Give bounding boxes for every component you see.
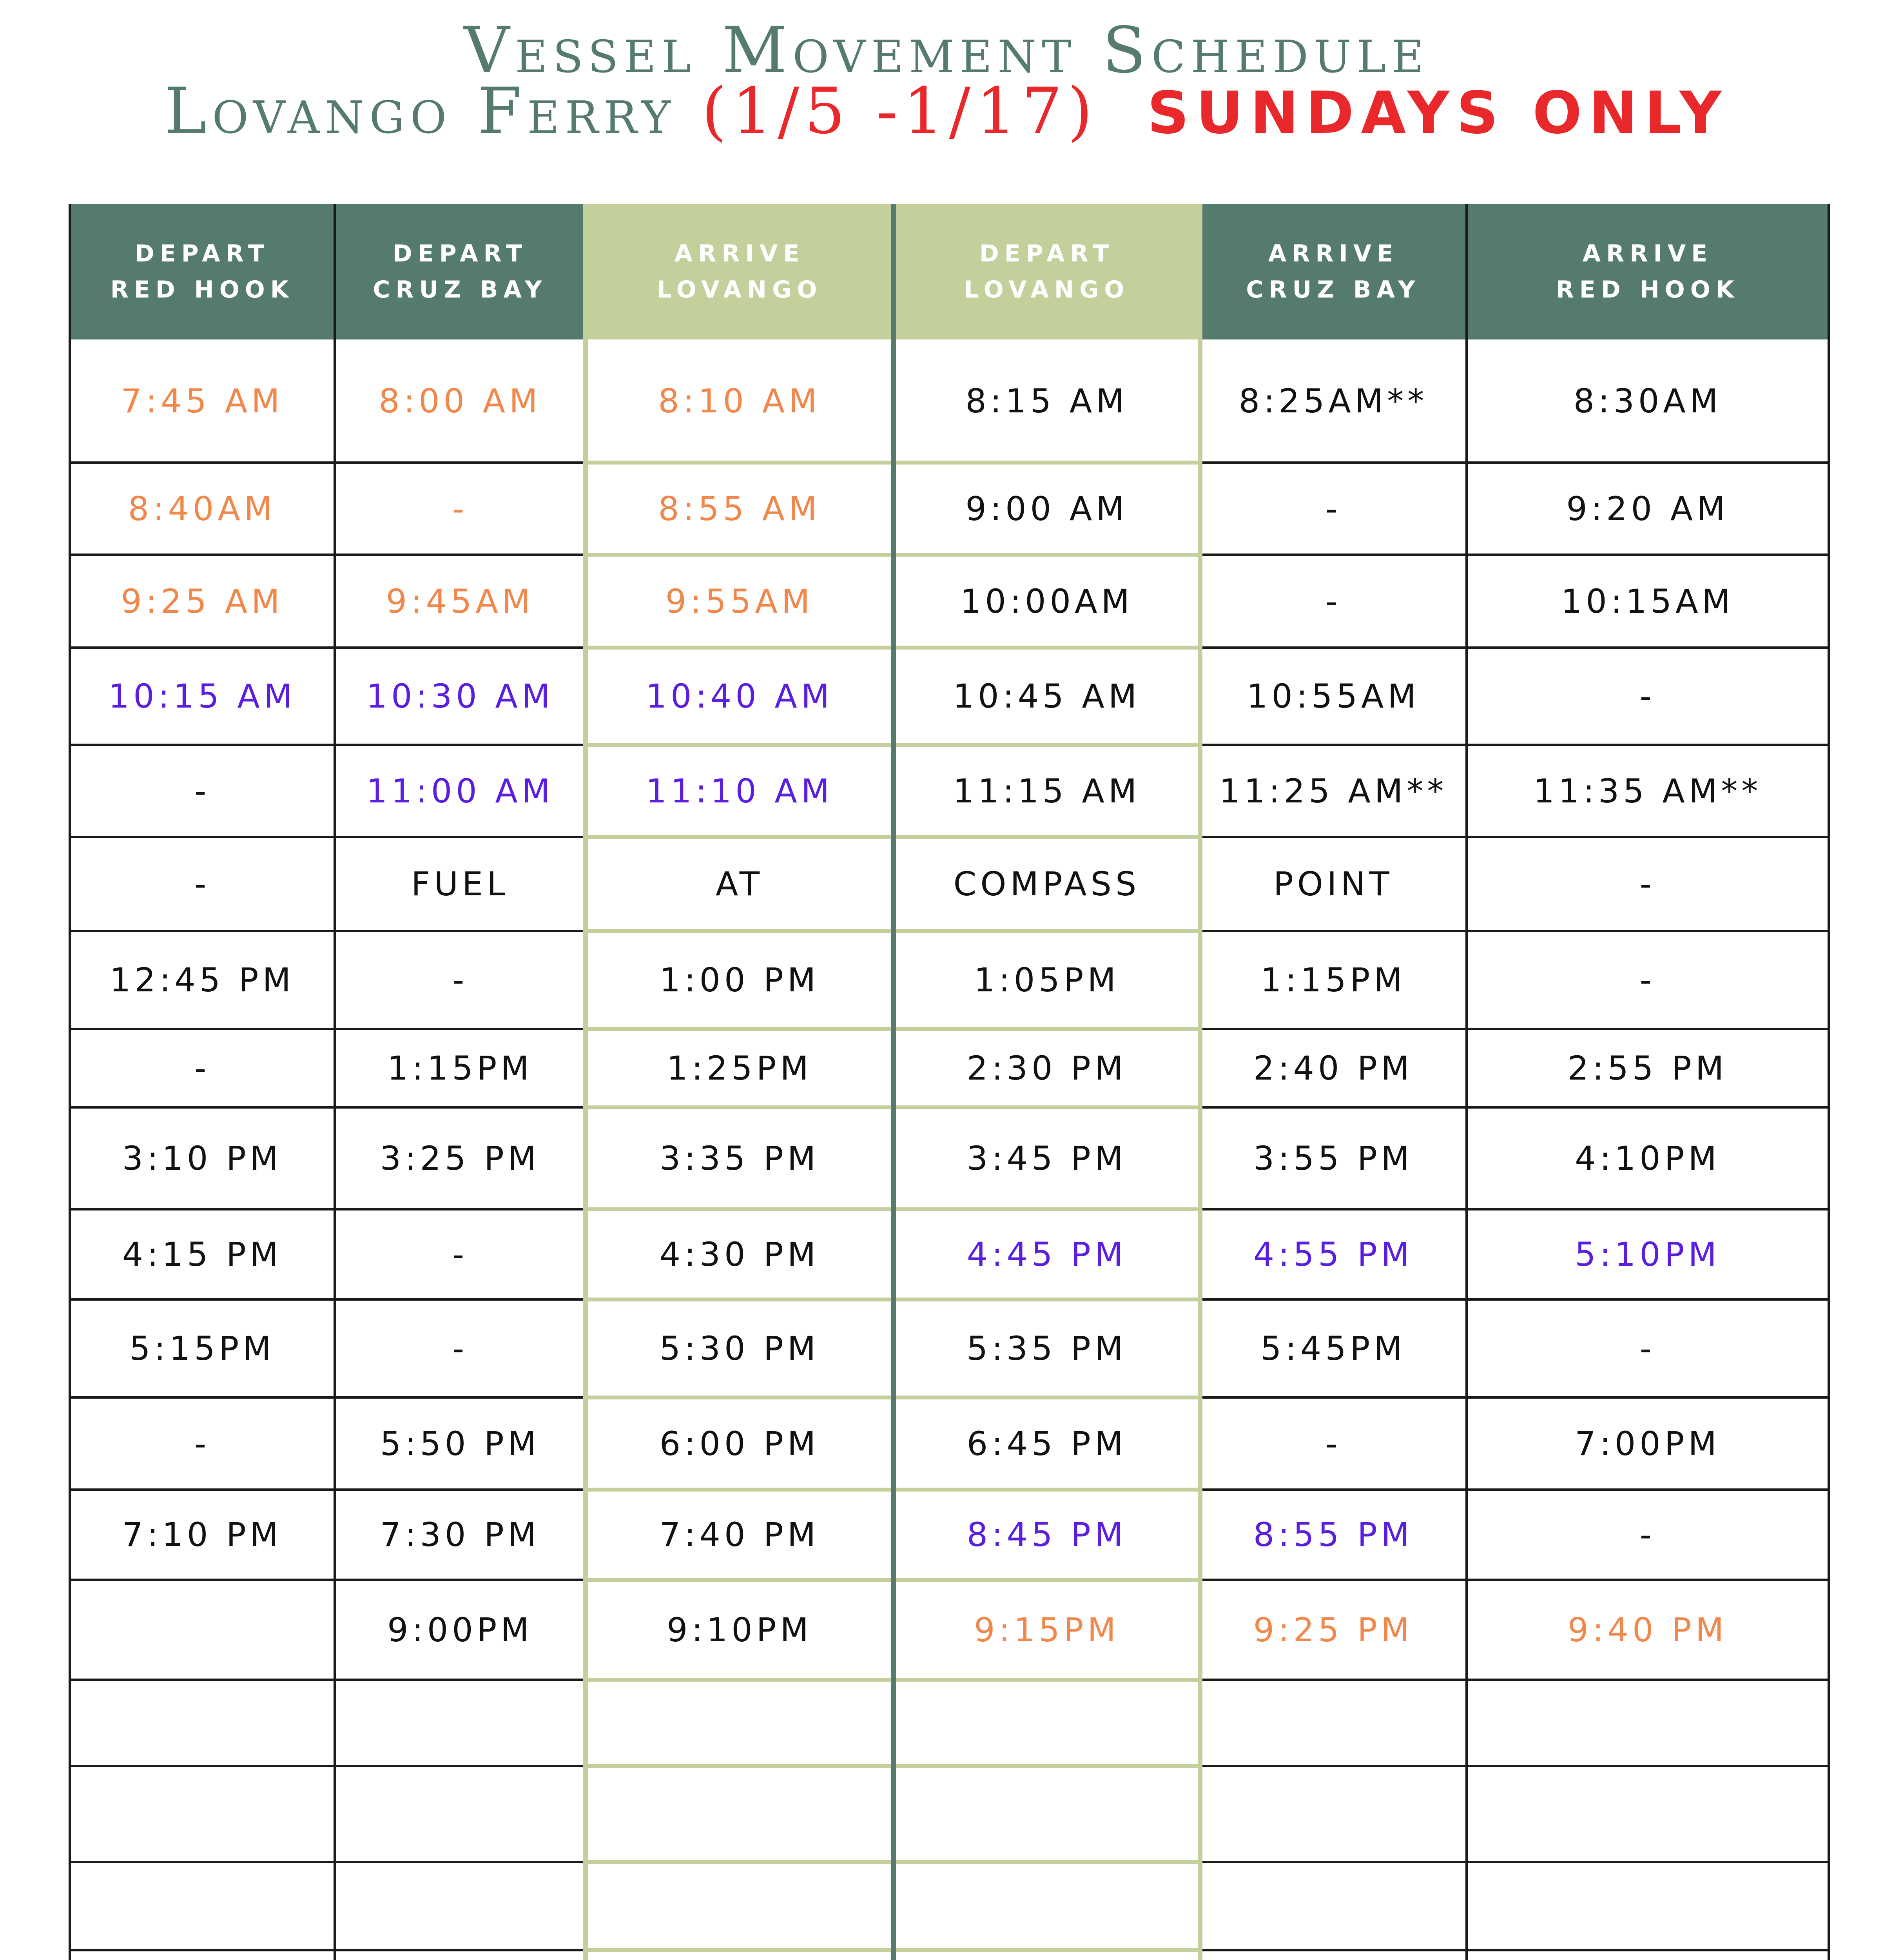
cell-col-cruz-bay-depart: 9:45AM xyxy=(386,582,535,621)
cell-col-red-hook-arrive: - xyxy=(1639,677,1656,715)
cell-col-cruz-bay-arrive: 8:25AM** xyxy=(1238,382,1428,420)
cell-col-cruz-bay-arrive: 4:55 PM xyxy=(1253,1235,1414,1274)
header-col-red-hook-arrive: ARRIVE RED HOOK xyxy=(1556,240,1740,303)
cell-col-lovango-depart: 8:15 AM xyxy=(965,382,1128,420)
cell-col-lovango-depart: COMPASS xyxy=(953,865,1141,903)
cell-col-lovango-arrive: 9:10PM xyxy=(667,1610,812,1649)
cell-col-red-hook-depart xyxy=(70,1950,335,1960)
cell-col-lovango-arrive xyxy=(586,1862,894,1950)
cell-col-lovango-arrive: 8:10 AM xyxy=(658,382,821,420)
cell-col-cruz-bay-arrive: 3:55 PM xyxy=(1253,1139,1414,1178)
cell-col-cruz-bay-arrive: 10:55AM xyxy=(1246,677,1420,715)
cell-col-lovango-arrive xyxy=(586,1950,894,1960)
header-col-lovango-arrive: ARRIVE LOVANGO xyxy=(656,240,823,303)
cell-col-lovango-depart: 10:45 AM xyxy=(953,677,1141,715)
cell-col-lovango-depart: 10:00AM xyxy=(960,582,1133,621)
cell-col-cruz-bay-depart: 7:30 PM xyxy=(380,1515,540,1554)
cell-col-red-hook-depart: 9:25 AM xyxy=(121,582,284,621)
cell-col-lovango-arrive: 1:25PM xyxy=(667,1049,812,1087)
cell-col-red-hook-arrive: - xyxy=(1639,1515,1656,1554)
cell-col-red-hook-depart: 7:10 PM xyxy=(122,1515,283,1554)
cell-col-cruz-bay-arrive xyxy=(1200,1680,1467,1766)
cell-col-red-hook-depart xyxy=(70,1862,335,1950)
cell-col-cruz-bay-arrive: - xyxy=(1325,582,1342,621)
cell-col-red-hook-depart xyxy=(70,1580,335,1680)
cell-col-red-hook-arrive: 2:55 PM xyxy=(1567,1049,1728,1087)
cell-col-cruz-bay-depart: 10:30 AM xyxy=(366,677,554,715)
cell-col-cruz-bay-arrive: 11:25 AM** xyxy=(1219,771,1448,810)
cell-col-cruz-bay-depart: 5:50 PM xyxy=(380,1424,540,1463)
cell-col-red-hook-depart xyxy=(70,1680,335,1766)
cell-col-red-hook-arrive: 10:15AM xyxy=(1561,582,1734,621)
cell-col-cruz-bay-arrive: 8:55 PM xyxy=(1253,1515,1414,1554)
cell-col-red-hook-arrive: 9:40 PM xyxy=(1567,1610,1728,1649)
cell-col-cruz-bay-depart: - xyxy=(452,489,468,528)
cell-col-lovango-depart xyxy=(894,1950,1200,1960)
cell-col-lovango-arrive: 8:55 AM xyxy=(658,489,821,528)
cell-col-cruz-bay-arrive: - xyxy=(1325,489,1342,528)
cell-col-cruz-bay-depart: 9:00PM xyxy=(387,1610,533,1649)
cell-col-lovango-depart: 8:45 PM xyxy=(966,1515,1127,1554)
cell-col-cruz-bay-depart: 3:25 PM xyxy=(380,1139,540,1178)
cell-col-cruz-bay-arrive xyxy=(1200,1950,1467,1960)
cell-col-red-hook-depart: 12:45 PM xyxy=(110,961,295,999)
cell-col-red-hook-arrive: - xyxy=(1639,865,1656,903)
cell-col-cruz-bay-depart: 1:15PM xyxy=(387,1049,533,1087)
cell-col-red-hook-arrive xyxy=(1467,1680,1829,1766)
cell-col-red-hook-depart: 5:15PM xyxy=(129,1329,275,1368)
cell-col-cruz-bay-depart: - xyxy=(452,961,468,999)
cell-col-lovango-arrive: AT xyxy=(715,865,764,903)
cell-col-red-hook-arrive xyxy=(1467,1766,1829,1862)
cell-col-cruz-bay-depart: 8:00 AM xyxy=(379,382,542,420)
cell-col-cruz-bay-arrive xyxy=(1200,1862,1467,1950)
cell-col-red-hook-arrive: - xyxy=(1639,961,1656,999)
cell-col-cruz-bay-arrive: 5:45PM xyxy=(1260,1329,1406,1368)
cell-col-cruz-bay-depart: - xyxy=(452,1329,468,1368)
cell-col-lovango-depart: 9:15PM xyxy=(974,1610,1120,1649)
cell-col-red-hook-arrive xyxy=(1467,1862,1829,1950)
cell-col-red-hook-arrive: 5:10PM xyxy=(1575,1235,1721,1274)
ferry-name: Lovango Ferry xyxy=(164,74,676,148)
cell-col-cruz-bay-arrive: POINT xyxy=(1273,865,1393,903)
cell-col-cruz-bay-arrive xyxy=(1200,1766,1467,1862)
cell-col-red-hook-arrive: 11:35 AM** xyxy=(1533,771,1762,810)
cell-col-lovango-depart: 1:05PM xyxy=(974,961,1120,999)
cell-col-red-hook-depart: 3:10 PM xyxy=(122,1139,283,1178)
cell-col-lovango-depart xyxy=(894,1862,1200,1950)
cell-col-lovango-arrive: 9:55AM xyxy=(665,582,814,621)
cell-col-lovango-depart: 11:15 AM xyxy=(953,771,1141,810)
cell-col-cruz-bay-arrive: 9:25 PM xyxy=(1253,1610,1414,1649)
cell-col-lovango-arrive: 3:35 PM xyxy=(659,1139,820,1178)
cell-col-red-hook-arrive: 4:10PM xyxy=(1575,1139,1721,1178)
header-col-lovango-depart: DEPART LOVANGO xyxy=(964,240,1130,303)
cell-col-red-hook-depart: 4:15 PM xyxy=(122,1235,283,1274)
cell-col-lovango-arrive: 7:40 PM xyxy=(659,1515,820,1554)
cell-col-lovango-arrive: 1:00 PM xyxy=(659,961,820,999)
cell-col-lovango-depart: 3:45 PM xyxy=(966,1139,1127,1178)
header-col-cruz-bay-arrive: ARRIVE CRUZ BAY xyxy=(1246,240,1421,303)
cell-col-lovango-depart xyxy=(894,1766,1200,1862)
cell-col-red-hook-depart: - xyxy=(194,1049,210,1087)
cell-col-cruz-bay-arrive: 1:15PM xyxy=(1260,961,1406,999)
schedule-title: Vessel Movement Schedule xyxy=(464,14,1429,87)
cell-col-lovango-arrive xyxy=(586,1680,894,1766)
cell-col-cruz-bay-depart xyxy=(335,1766,586,1862)
cell-col-red-hook-depart xyxy=(70,1766,335,1862)
sundays-only-label: SUNDAYS ONLY xyxy=(1147,79,1729,147)
cell-col-red-hook-depart: - xyxy=(194,865,210,903)
cell-col-red-hook-depart: - xyxy=(194,1424,210,1463)
cell-col-red-hook-arrive xyxy=(1467,1950,1829,1960)
cell-col-cruz-bay-depart xyxy=(335,1680,586,1766)
date-range: (1/5 -1/17) xyxy=(702,74,1098,148)
cell-col-lovango-arrive xyxy=(586,1766,894,1862)
cell-col-cruz-bay-arrive: 2:40 PM xyxy=(1253,1049,1414,1087)
cell-col-red-hook-depart: 7:45 AM xyxy=(121,382,284,420)
cell-col-lovango-depart: 4:45 PM xyxy=(966,1235,1127,1274)
cell-col-lovango-depart xyxy=(894,1680,1200,1766)
cell-col-cruz-bay-depart: FUEL xyxy=(411,865,509,903)
cell-col-lovango-arrive: 5:30 PM xyxy=(659,1329,820,1368)
cell-col-lovango-depart: 9:00 AM xyxy=(965,489,1128,528)
cell-col-red-hook-depart: 8:40AM xyxy=(128,489,277,528)
cell-col-lovango-depart: 6:45 PM xyxy=(966,1424,1127,1463)
cell-col-lovango-arrive: 6:00 PM xyxy=(659,1424,820,1463)
header-col-cruz-bay-depart: DEPART CRUZ BAY xyxy=(373,240,548,303)
cell-col-red-hook-depart: 10:15 AM xyxy=(108,677,296,715)
cell-col-lovango-depart: 5:35 PM xyxy=(966,1329,1127,1368)
header-col-red-hook-depart: DEPART RED HOOK xyxy=(110,240,294,303)
cell-col-cruz-bay-depart: 11:00 AM xyxy=(366,771,554,810)
cell-col-red-hook-arrive: 8:30AM xyxy=(1573,382,1722,420)
cell-col-cruz-bay-arrive: - xyxy=(1325,1424,1342,1463)
cell-col-red-hook-arrive: 7:00PM xyxy=(1575,1424,1721,1463)
cell-col-lovango-arrive: 11:10 AM xyxy=(646,771,834,810)
cell-col-lovango-depart: 2:30 PM xyxy=(966,1049,1127,1087)
cell-col-cruz-bay-depart: - xyxy=(452,1235,468,1274)
cell-col-red-hook-arrive: - xyxy=(1639,1329,1656,1368)
cell-col-red-hook-depart: - xyxy=(194,771,210,810)
cell-col-cruz-bay-depart xyxy=(335,1950,586,1960)
cell-col-lovango-arrive: 4:30 PM xyxy=(659,1235,820,1274)
cell-col-lovango-arrive: 10:40 AM xyxy=(646,677,834,715)
cell-col-red-hook-arrive: 9:20 AM xyxy=(1566,489,1729,528)
cell-col-cruz-bay-depart xyxy=(335,1862,586,1950)
